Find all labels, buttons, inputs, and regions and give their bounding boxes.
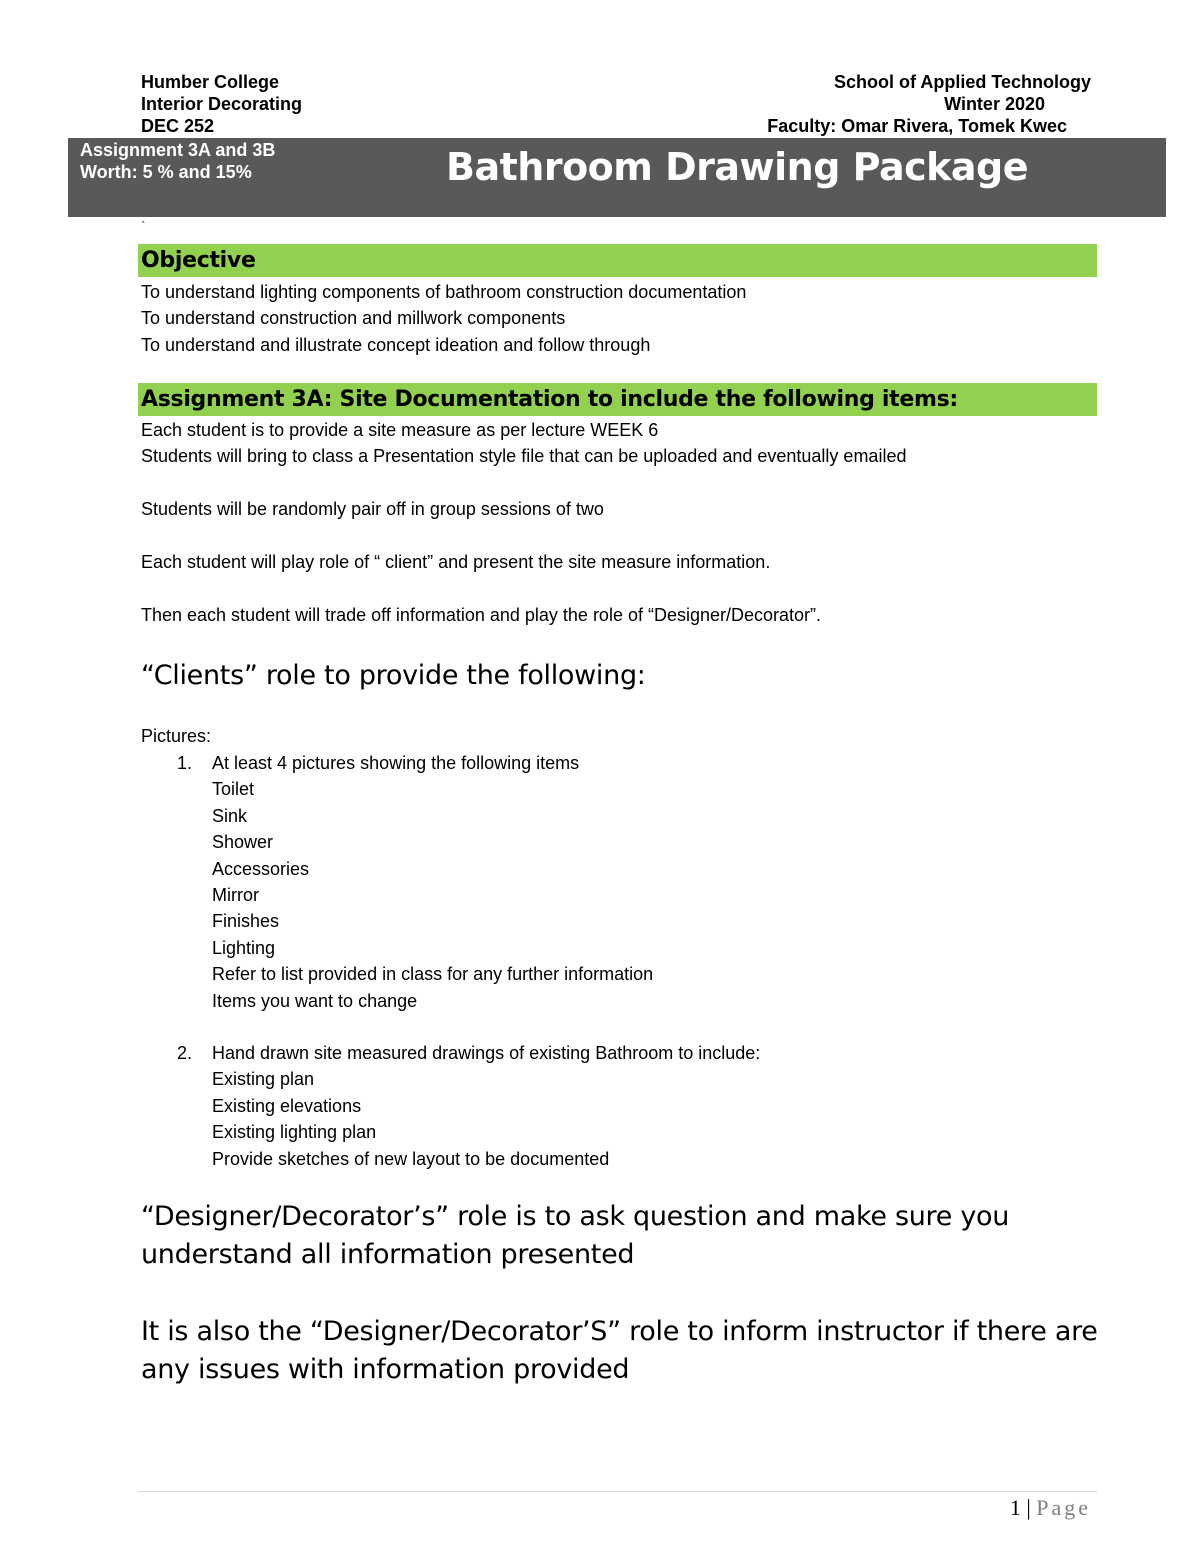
sub-item: Mirror (212, 885, 259, 906)
footer-divider (138, 1491, 1097, 1492)
objective-line: To understand and illustrate concept ideation and follow through (141, 334, 651, 355)
course-code: DEC 252 (141, 116, 215, 136)
sub-item: Existing plan (212, 1069, 315, 1090)
list-item-content (212, 1040, 760, 1172)
sub-item: Shower (212, 832, 274, 853)
list-item-text: Hand drawn site measured drawings of existing Bathroom to include: (212, 1043, 761, 1063)
pictures-label: Pictures: (141, 726, 212, 746)
assignment-label: Assignment 3A and 3B (80, 140, 276, 160)
paragraph-line: Each student is to provide a site measure as per lecture WEEK 6 (141, 420, 659, 440)
objective-heading: Objective (141, 248, 256, 273)
sub-item: Toilet (212, 779, 255, 800)
objective-line: To understand lighting components of bathroom construction documentation (141, 282, 747, 302)
faculty: Faculty: Omar Rivera, Tomek Kwec (767, 116, 1067, 136)
paragraph-line: Students will bring to class a Presentation style file that can be uploaded and eventually emailed (141, 446, 907, 467)
objective-line: To understand construction and millwork components (141, 308, 566, 329)
list-item-content (212, 750, 653, 1014)
sub-item: Sink (212, 805, 248, 826)
assignment-3a-heading: Assignment 3A: Site Documentation to include the following items: (141, 387, 958, 412)
title-banner (68, 138, 1166, 217)
page-number: 1 (1009, 1495, 1021, 1520)
sub-item: Lighting (212, 937, 276, 958)
sub-item: Items you want to change (212, 990, 418, 1011)
paragraph-line: Each student will play role of “ client” and present the site measure information. (141, 552, 771, 572)
paragraph-line: understand all information presented (141, 1239, 635, 1270)
school-name: School of Applied Technology (834, 72, 1091, 92)
designer-role-paragraph-2 (141, 1313, 1098, 1389)
assignment-info (80, 139, 275, 183)
program-name: Interior Decorating (141, 94, 303, 114)
paragraph-line: Students will be randomly pair off in group sessions of two (141, 499, 604, 520)
paragraph-line: It is also the “Designer/Decorator’S” role to inform instructor if there are (141, 1316, 1098, 1347)
term: Winter 2020 (944, 94, 1045, 114)
stray-mark: ` (141, 218, 146, 234)
sub-item: Accessories (212, 858, 310, 879)
sub-item: Existing elevations (212, 1095, 362, 1116)
designer-role-paragraph-1 (141, 1198, 1009, 1274)
list-item-text: At least 4 pictures showing the following items (212, 753, 580, 773)
sub-item: Refer to list provided in class for any further information (212, 964, 654, 985)
clients-heading: “Clients” role to provide the following: (141, 660, 646, 691)
sub-item: Provide sketches of new layout to be documented (212, 1148, 610, 1169)
objective-list (141, 279, 746, 358)
paragraph-line: Then each student will trade off information and play the role of “Designer/Decorator”. (141, 604, 822, 625)
worth-label: Worth: 5 % and 15% (80, 162, 252, 182)
document-title: Bathroom Drawing Package (446, 145, 1029, 189)
sub-item: Finishes (212, 911, 280, 932)
sub-item: Existing lighting plan (212, 1122, 377, 1143)
header-left (141, 71, 302, 137)
page-footer (1010, 1494, 1091, 1522)
paragraph-line: any issues with information provided (141, 1354, 630, 1385)
assignment-3a-heading-bar (138, 383, 1097, 416)
list-number: 1. (177, 753, 193, 773)
header-right (767, 71, 1091, 137)
assignment-3a-body (141, 417, 906, 628)
page-label: Page (1036, 1495, 1091, 1520)
paragraph-line: “Designer/Decorator’s” role is to ask question and make sure you (141, 1201, 1010, 1232)
list-number: 2. (177, 1043, 193, 1063)
page-separator: | (1020, 1495, 1037, 1520)
college-name: Humber College (141, 72, 280, 92)
objective-heading-bar (138, 244, 1097, 277)
